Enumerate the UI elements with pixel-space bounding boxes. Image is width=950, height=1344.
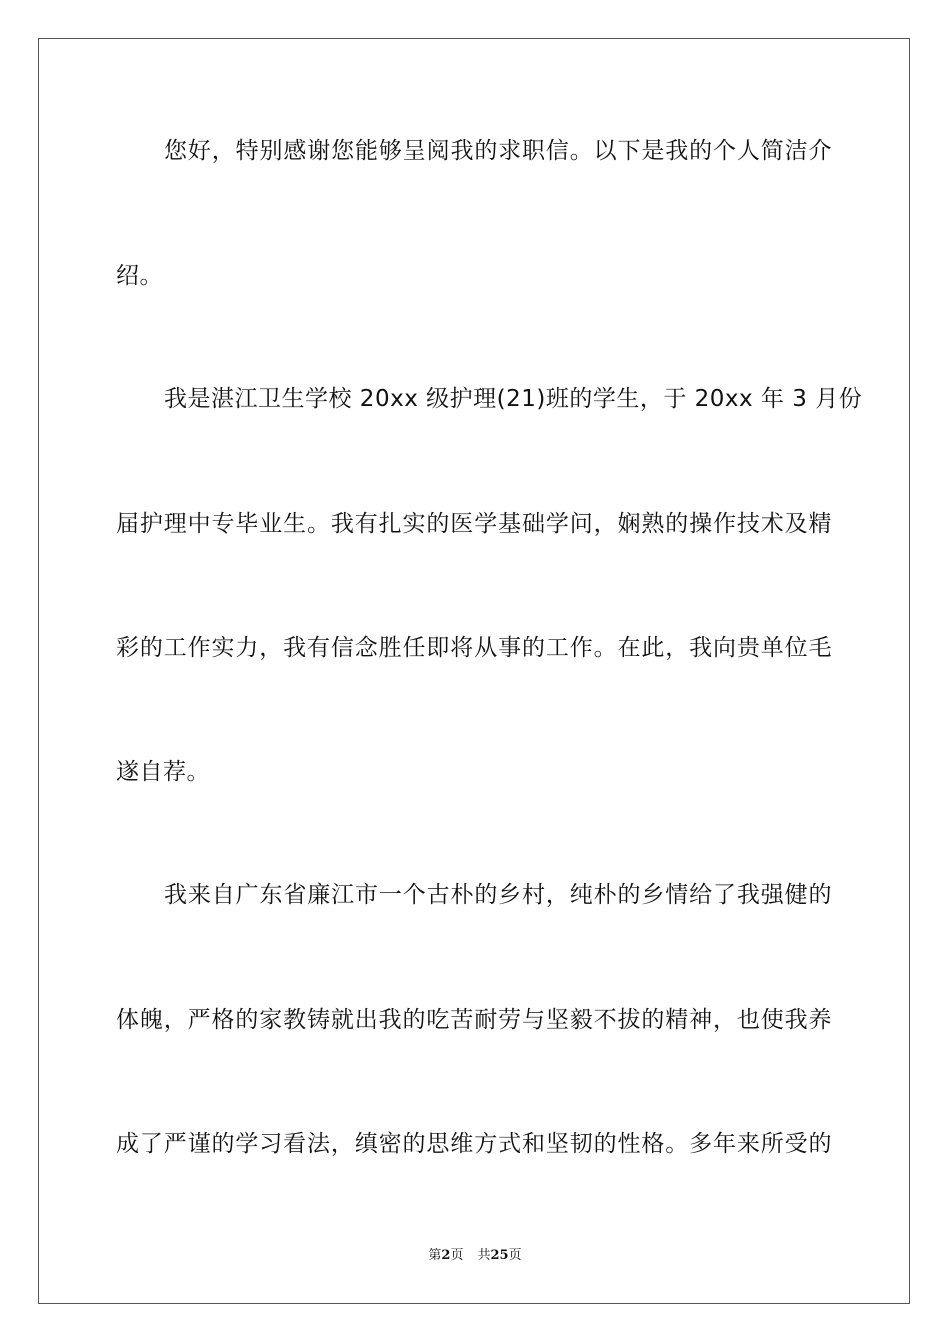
page-number: 2 [441,1248,451,1263]
page-prefix: 第 [428,1248,442,1263]
paragraph-1-line-1: 您好，特别感谢您能够呈阅我的求职信。以下是我的个人简洁介 [164,138,832,164]
page-suffix: 页 [450,1248,464,1263]
total-suffix: 页 [508,1248,522,1263]
total-pages: 25 [490,1248,509,1263]
paragraph-3-line-1: 我来自广东省廉江市一个古朴的乡村，纯朴的乡情给了我强健的 [164,882,832,908]
page-footer [0,1247,950,1265]
paragraph-2-line-2: 届护理中专毕业生。我有扎实的医学基础学问，娴熟的操作技术及精 [116,511,832,537]
page-border [38,38,910,1304]
total-prefix: 共 [477,1248,491,1263]
paragraph-3-line-2: 体魄，严格的家教铸就出我的吃苦耐劳与坚毅不拔的精神，也使我养 [116,1007,832,1033]
paragraph-1-line-2: 绍。 [116,263,163,289]
paragraph-2-line-3: 彩的工作实力，我有信念胜任即将从事的工作。在此，我向贵单位毛 [116,635,832,661]
paragraph-3-line-3: 成了严谨的学习看法，缜密的思维方式和坚韧的性格。多年来所受的 [116,1131,832,1157]
paragraph-2-line-1: 我是湛江卫生学校 20xx 级护理(21)班的学生，于 20xx 年 3 月份 [164,386,863,412]
paragraph-2-line-4: 遂自荐。 [116,759,210,785]
